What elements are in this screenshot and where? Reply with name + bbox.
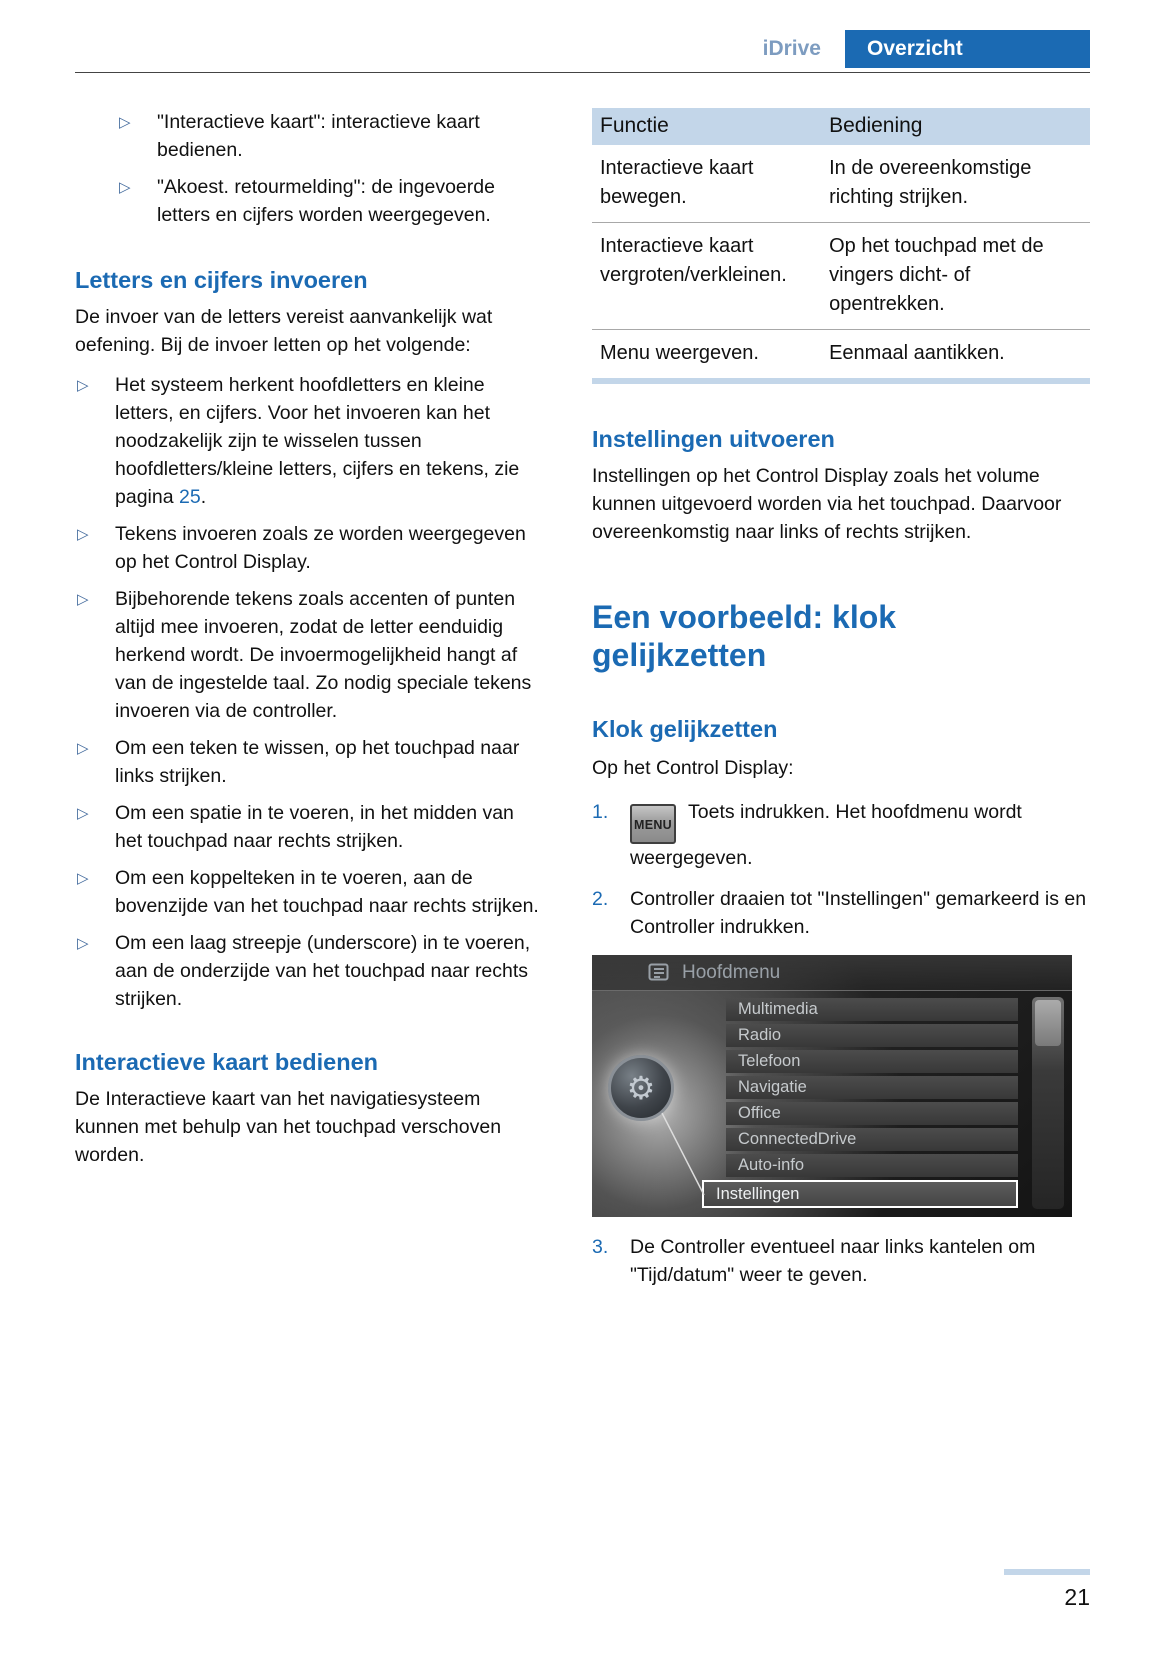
content-columns — [75, 108, 1090, 1302]
menu-item: Office — [726, 1102, 1018, 1125]
step-list-continued — [592, 1233, 1090, 1289]
menu-item: Multimedia — [726, 998, 1018, 1021]
list-item-text: Het systeem herkent hoofdletters en kleine letters, en cijfers. Voor het invoeren kan het noodzakelijk zijn te wisselen tussen hoofdletters/kleine letters, cijfers en tekens, zie pagina — [115, 374, 520, 508]
section-tab: Overzicht — [845, 30, 1090, 68]
table-header-row — [592, 108, 1090, 145]
menu-item: Telefoon — [726, 1050, 1018, 1073]
menu-item: Auto-info — [726, 1154, 1018, 1177]
table-cell: Interactieve kaart vergroten/verkleinen. — [600, 235, 787, 286]
table-cell: In de overeenkomstige richting strijken. — [829, 157, 1032, 208]
screenshot-header — [592, 955, 1072, 991]
gear-icon: ⚙ — [626, 1070, 656, 1106]
function-table — [592, 108, 1090, 378]
table-row — [592, 145, 1090, 223]
list-item: ▷ Om een koppelteken in te voeren, aan de bovenzijde van het touchpad naar rechts strijken. — [75, 864, 545, 920]
table-cell: Interactieve kaart bewegen. — [600, 157, 754, 208]
table-row — [592, 330, 1090, 379]
menu-key-icon: MENU — [630, 804, 676, 844]
paragraph-interactieve-kaart: De Interactieve kaart van het navigatiesysteem kunnen met behulp van het touchpad verschoven worden. — [75, 1088, 502, 1166]
left-column — [75, 108, 545, 1302]
list-item: ▷ Om een teken te wissen, op het touchpad naar links strijken. — [75, 734, 545, 790]
menu-item: ConnectedDrive — [726, 1128, 1018, 1151]
scrollbar — [1032, 997, 1064, 1209]
list-item: ▷ Bijbehorende tekens zoals accenten of punten altijd mee invoeren, zodat de letter eenduidig herkend wordt. De invoermogelijkheid hangt af van de ingestelde taal. Zo nodig speciale tekens invoeren via de controller. — [75, 585, 545, 725]
menu-item: Radio — [726, 1024, 1018, 1047]
page-number: 21 — [1064, 1584, 1090, 1610]
page-header — [75, 30, 1090, 68]
step-item — [592, 1233, 1090, 1289]
table-cell: Menu weergeven. — [600, 342, 759, 364]
heading-klok-gelijkzetten: Klok gelijkzetten — [592, 716, 778, 742]
paragraph-instellingen: Instellingen op het Control Display zoals het volume kunnen uitgevoerd worden via het touchpad. Daarvoor overeenkomstig naar links of rechts strijken. — [592, 465, 1062, 543]
list-item: ▷ Tekens invoeren zoals ze worden weergegeven op het Control Display. — [75, 520, 545, 576]
heading-instellingen-uitvoeren: Instellingen uitvoeren — [592, 426, 835, 452]
list-item: ▷ "Akoest. retourmelding": de ingevoerde letters en cijfers worden weergegeven. — [117, 173, 545, 229]
step-number: 3. — [592, 1236, 609, 1258]
right-column — [592, 108, 1090, 1302]
table-cell: Eenmaal aantikken. — [829, 342, 1005, 364]
menu-item: Navigatie — [726, 1076, 1018, 1099]
list-item: ▷ Om een spatie in te voeren, in het midden van het touchpad naar rechts strijken. — [75, 799, 545, 855]
table-cell: Op het touchpad met de vingers dicht- of opentrekken. — [829, 235, 1044, 315]
chapter-label: iDrive — [762, 37, 821, 60]
page-25-link[interactable]: 25 — [178, 486, 201, 508]
paragraph-control-display: Op het Control Display: — [592, 757, 794, 779]
hoofdmenu-icon — [648, 963, 672, 983]
table-header-bediening: Bediening — [821, 108, 1090, 145]
table-header-functie: Functie — [592, 108, 821, 145]
screenshot-menu — [716, 998, 1018, 1211]
step-number: 1. — [592, 801, 609, 823]
list-item: ▷ Om een laag streepje (underscore) in te voeren, aan de onderzijde van het touchpad naar rechts strijken. — [75, 929, 545, 1013]
top-bullet-list — [117, 108, 545, 229]
step-text: Toets indrukken. Het hoofdmenu wordt weergegeven. — [630, 801, 1022, 869]
header-divider — [75, 72, 1090, 73]
menu-item-selected: Instellingen — [702, 1180, 1018, 1208]
heading-interactieve-kaart: Interactieve kaart bedienen — [75, 1049, 379, 1075]
letters-bullet-list — [75, 371, 545, 1013]
list-item: ▷ "Interactieve kaart": interactieve kaart bedienen. — [117, 108, 545, 164]
list-item — [75, 371, 545, 511]
scrollbar-handle — [1035, 1000, 1061, 1046]
list-item-text: . — [200, 486, 207, 508]
table-bottom-rule — [592, 378, 1090, 384]
table-row — [592, 223, 1090, 330]
step-text: Controller draaien tot "Instellingen" gemarkeerd is en Controller indrukken. — [630, 888, 1087, 938]
step-number: 2. — [592, 888, 609, 910]
screenshot-title: Hoofdmenu — [682, 961, 781, 983]
step-text: De Controller eventueel naar links kantelen om "Tijd/datum" weer te geven. — [630, 1236, 1036, 1286]
step-item — [592, 798, 1090, 872]
heading-letters-invoeren: Letters en cijfers invoeren — [75, 267, 368, 293]
controller-knob-icon — [608, 1055, 674, 1121]
idrive-screenshot — [592, 955, 1072, 1217]
paragraph-letters-intro: De invoer van de letters vereist aanvankelijk wat oefening. Bij de invoer letten op het volgende: — [75, 306, 493, 356]
heading-voorbeeld-klok: Een voorbeeld: klok gelijkzetten — [592, 599, 897, 673]
footer-rule — [1004, 1569, 1090, 1575]
step-list — [592, 798, 1090, 941]
step-item — [592, 885, 1090, 941]
